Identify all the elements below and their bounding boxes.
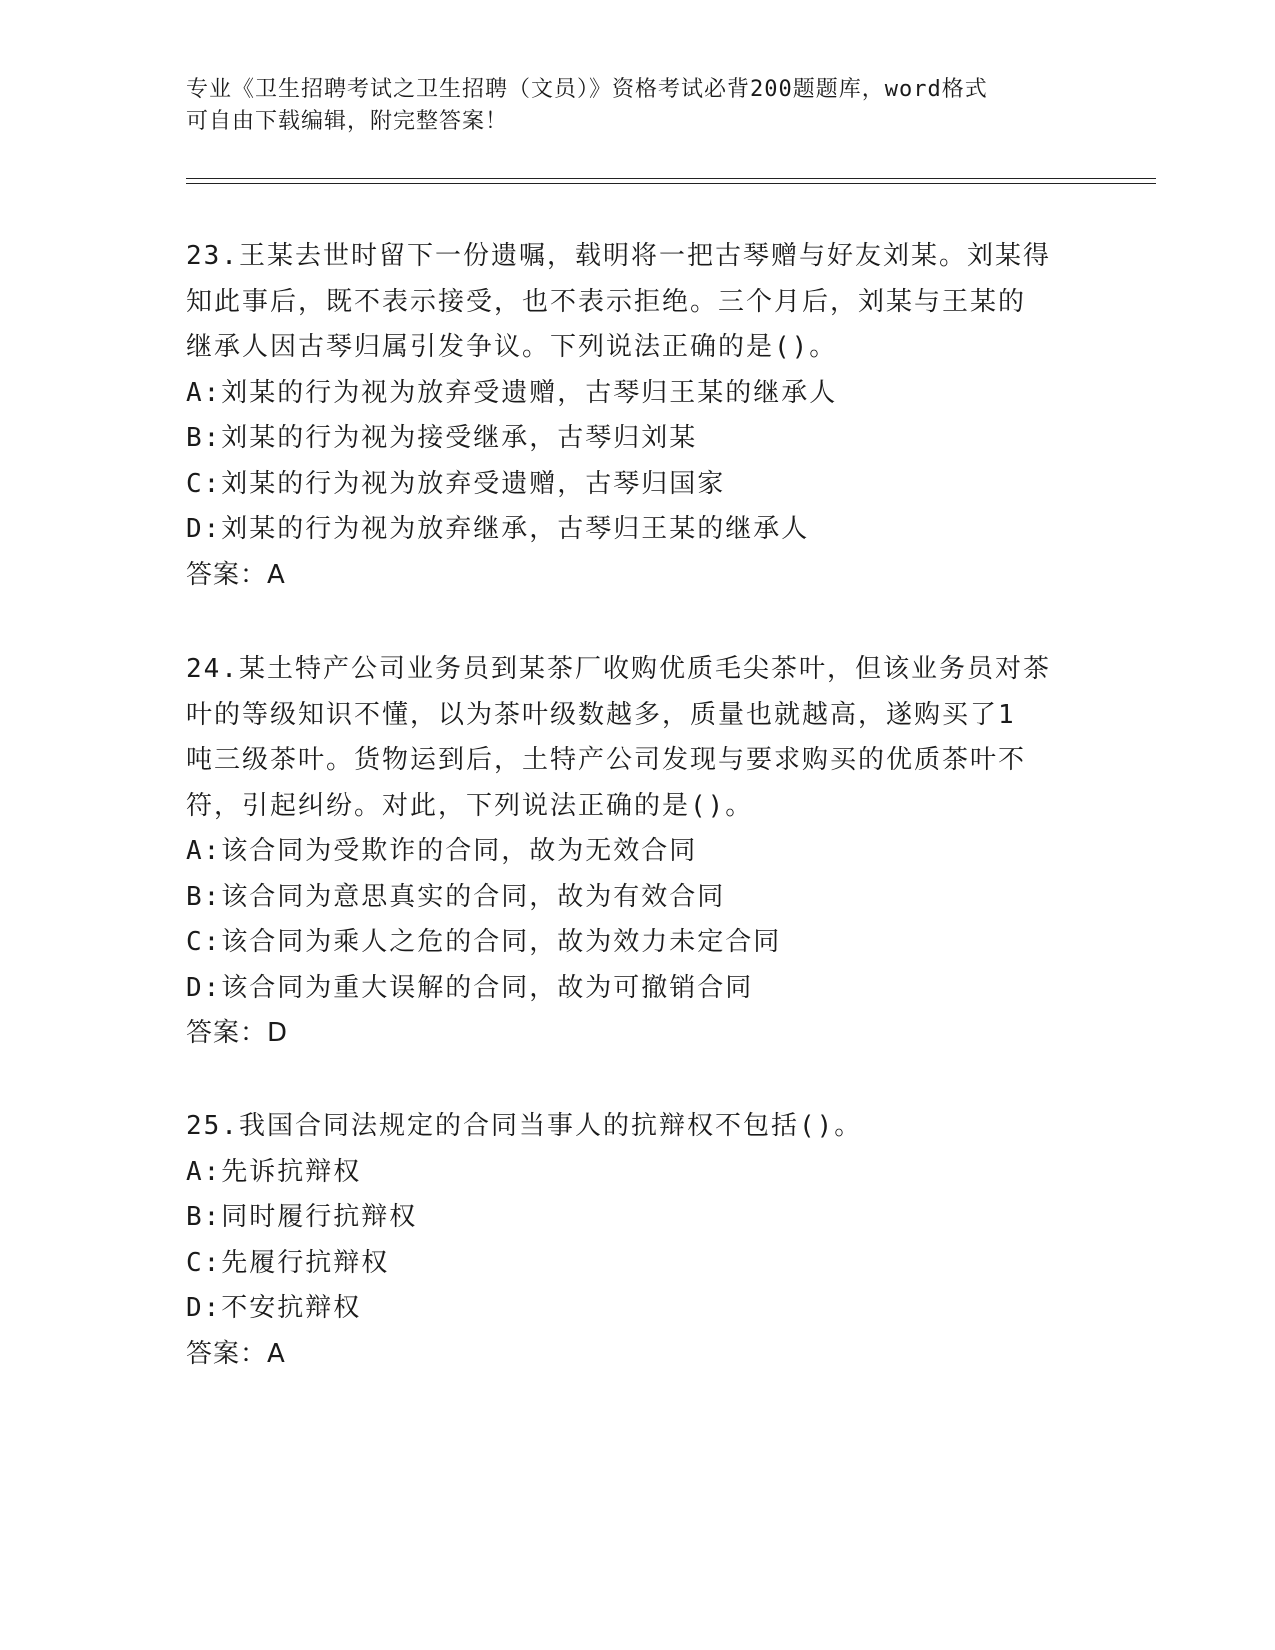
option-c: C:刘某的行为视为放弃受遗赠，古琴归国家 bbox=[186, 468, 726, 499]
option-a: A:刘某的行为视为放弃受遗赠，古琴归王某的继承人 bbox=[186, 377, 838, 408]
answer-label: 答案：A bbox=[186, 1338, 286, 1369]
header-divider bbox=[186, 183, 1156, 184]
question-stem-line: 符，引起纠纷。对此，下列说法正确的是()。 bbox=[186, 790, 754, 821]
header-line: 可自由下载编辑，附完整答案！ bbox=[186, 109, 509, 134]
option-b: B:刘某的行为视为接受继承，古琴归刘某 bbox=[186, 423, 698, 453]
question-stem-line: 继承人因古琴归属引发争议。下列说法正确的是()。 bbox=[186, 332, 838, 362]
question-stem-line: 吨三级茶叶。货物运到后，土特产公司发现与要求购买的优质茶叶不 bbox=[186, 745, 1027, 775]
question-24 bbox=[186, 647, 1086, 1057]
option-b: B:同时履行抗辩权 bbox=[186, 1202, 418, 1232]
question-23 bbox=[186, 234, 1086, 598]
question-stem-line: 24.某土特产公司业务员到某茶厂收购优质毛尖茶叶，但该业务员对茶 bbox=[186, 654, 1051, 684]
answer-label: 答案：D bbox=[186, 1018, 289, 1048]
question-stem-line: 叶的等级知识不懂，以为茶叶级数越多，质量也就越高，遂购买了1 bbox=[186, 699, 1016, 730]
question-stem-line: 23.王某去世时留下一份遗嘱，载明将一把古琴赠与好友刘某。刘某得 bbox=[186, 241, 1051, 271]
option-a: A:先诉抗辩权 bbox=[186, 1156, 362, 1187]
question-stem-line: 知此事后，既不表示接受，也不表示拒绝。三个月后，刘某与王某的 bbox=[186, 286, 1027, 317]
option-d: D:刘某的行为视为放弃继承，古琴归王某的继承人 bbox=[186, 514, 810, 544]
question-stem-line: 25.我国合同法规定的合同当事人的抗辩权不包括()。 bbox=[186, 1111, 863, 1141]
answer-label: 答案：A bbox=[186, 559, 286, 590]
option-b: B:该合同为意思真实的合同，故为有效合同 bbox=[186, 881, 726, 912]
option-d: D:该合同为重大误解的合同，故为可撤销合同 bbox=[186, 972, 754, 1003]
option-c: C:该合同为乘人之危的合同，故为效力未定合同 bbox=[186, 927, 782, 957]
option-d: D:不安抗辩权 bbox=[186, 1293, 362, 1323]
question-25 bbox=[186, 1104, 1086, 1377]
header-divider bbox=[186, 178, 1156, 179]
option-c: C:先履行抗辩权 bbox=[186, 1247, 390, 1278]
document-header bbox=[186, 74, 1076, 138]
header-line: 专业《卫生招聘考试之卫生招聘（文员）》资格考试必背200题题库，word格式 bbox=[186, 77, 988, 102]
option-a: A:该合同为受欺诈的合同，故为无效合同 bbox=[186, 836, 698, 866]
